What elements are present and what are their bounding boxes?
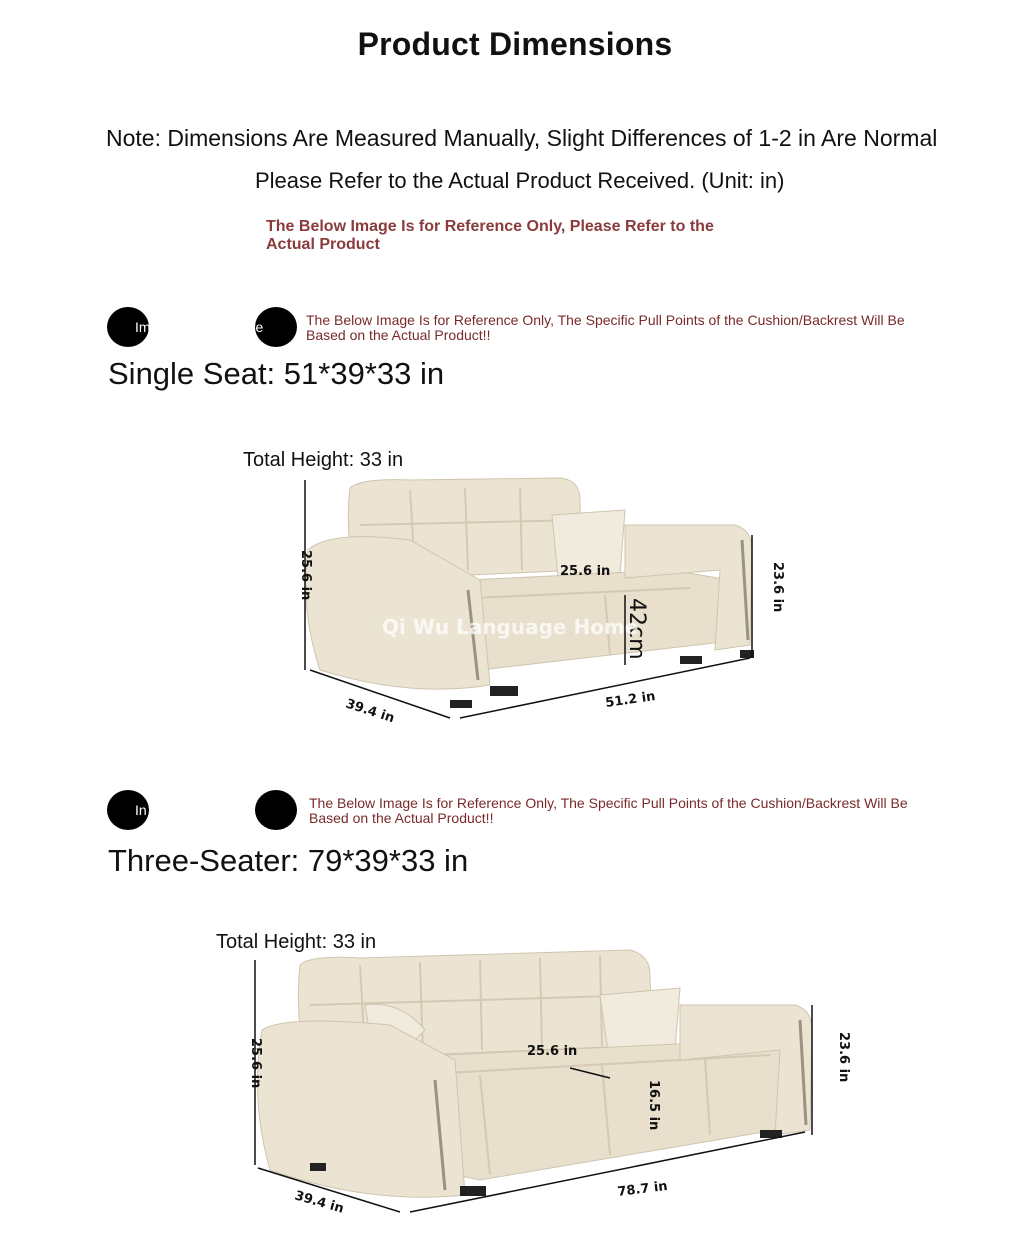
depth-label: 39.4 in	[292, 1188, 346, 1217]
three-seater-heading: Three-Seater: 79*39*33 in	[108, 843, 469, 878]
seat-depth-label: 25.6 in	[560, 564, 611, 579]
badge-left-text: Im	[135, 319, 151, 335]
reference-note: The Below Image Is for Reference Only, Please Refer to the Actual Product	[266, 218, 714, 253]
measurement-note: Note: Dimensions Are Measured Manually, Slight Differences of 1-2 in Are Normal	[106, 125, 938, 151]
sofa-image	[258, 950, 813, 1197]
section-badge-right	[243, 307, 297, 347]
section-disclaimer: The Below Image Is for Reference Only, The Specific Pull Points of the Cushion/Backrest Will Be Based on the Actual Product!!	[306, 312, 905, 343]
section-badge-right	[243, 790, 297, 830]
unit-note: Please Refer to the Actual Product Received. (Unit: in)	[255, 168, 785, 193]
section-disclaimer: The Below Image Is for Reference Only, The Specific Pull Points of the Cushion/Backrest Will Be Based on the Actual Product!!	[309, 795, 908, 826]
seat-depth-label: 25.6 in	[527, 1044, 578, 1059]
section-badge-left	[107, 307, 149, 347]
backrest-height-label: 25.6 in	[248, 1038, 263, 1089]
sofa-image	[306, 478, 754, 708]
arm-height-label: 23.6 in	[836, 1032, 851, 1083]
three-seater-sofa-diagram	[240, 950, 860, 1225]
single-seat-heading: Single Seat: 51*39*33 in	[108, 356, 445, 391]
depth-label: 39.4 in	[343, 696, 397, 727]
total-height-label: Total Height: 33 in	[216, 931, 377, 953]
badge-left-text: In	[135, 802, 147, 818]
page-title: Product Dimensions	[357, 26, 673, 62]
badge-right-text: re	[243, 802, 256, 818]
watermark: Qi Wu Language Home	[382, 615, 639, 639]
seat-height-label: 16.5 in	[646, 1080, 661, 1131]
total-height-label: Total Height: 33 in	[243, 449, 404, 471]
section-badge-left	[107, 790, 149, 830]
arm-height-label: 23.6 in	[770, 562, 785, 613]
backrest-height-label: 25.6 in	[298, 550, 313, 601]
seat-height-label: 42cm	[624, 598, 649, 660]
badge-right-text: ure	[243, 319, 264, 335]
width-label: 51.2 in	[604, 689, 657, 711]
width-label: 78.7 in	[616, 1178, 669, 1200]
single-seat-sofa-diagram	[290, 470, 800, 730]
